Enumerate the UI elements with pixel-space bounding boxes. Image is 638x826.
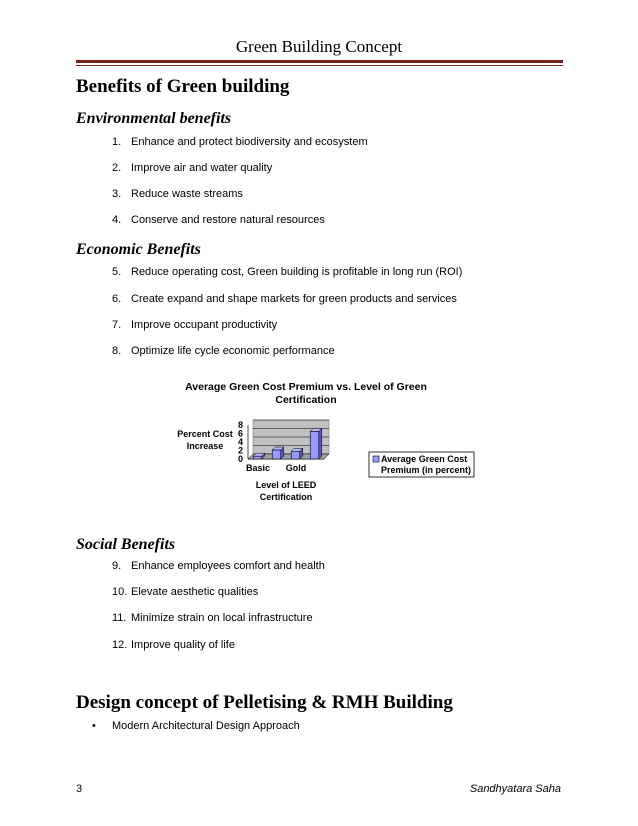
item-number: 12. xyxy=(112,639,128,651)
chart-title-line1: Average Green Cost Premium vs. Level of Green xyxy=(185,381,427,393)
list-item xyxy=(112,345,335,357)
legend-swatch xyxy=(373,456,379,462)
y-axis-label-line2: Increase xyxy=(186,441,224,451)
list-item xyxy=(112,639,235,651)
author-name: Sandhyatara Saha xyxy=(469,783,561,795)
list-item xyxy=(112,612,313,624)
header-rule-thin xyxy=(76,65,563,66)
y-tick-label: 0 xyxy=(237,454,243,464)
item-text: Minimize strain on local infrastructure xyxy=(131,612,313,624)
item-text: Elevate aesthetic qualities xyxy=(131,586,259,598)
item-text: Reduce operating cost, Green building is profitable in long run (ROI) xyxy=(131,266,463,278)
y-tick-label: 8 xyxy=(237,420,243,430)
bar-basic xyxy=(253,456,262,459)
bullet-text: Modern Architectural Design Approach xyxy=(112,720,300,732)
page-number: 3 xyxy=(76,783,83,795)
item-text: Enhance employees comfort and health xyxy=(131,560,325,572)
item-text: Conserve and restore natural resources xyxy=(131,214,325,226)
item-number: 11. xyxy=(112,612,127,624)
list-item xyxy=(112,188,243,200)
item-number: 5. xyxy=(112,266,122,278)
item-text: Enhance and protect biodiversity and ecosystem xyxy=(131,136,368,148)
item-number: 2. xyxy=(112,162,122,174)
x-tick-label: Basic xyxy=(245,463,271,473)
environmental-heading: Environmental benefits xyxy=(76,110,232,127)
list-item xyxy=(112,136,368,148)
list-item xyxy=(112,162,272,174)
x-tick-label: Gold xyxy=(285,463,307,473)
list-item xyxy=(112,214,325,226)
y-ticks xyxy=(238,420,243,464)
item-number: 9. xyxy=(112,560,122,572)
item-number: 6. xyxy=(112,293,122,305)
chart-legend xyxy=(369,452,474,477)
item-number: 4. xyxy=(112,214,122,226)
legend-label-line2: Premium (in percent) xyxy=(381,465,472,475)
y-tick-label: 4 xyxy=(237,437,243,447)
bar-gold xyxy=(291,451,300,459)
item-number: 8. xyxy=(112,345,122,357)
plot-area xyxy=(248,420,329,459)
y-axis-label-line1: Percent Cost xyxy=(177,429,233,439)
item-text: Create expand and shape markets for green products and services xyxy=(131,293,457,305)
item-number: 10. xyxy=(112,586,128,598)
header-title: Green Building Concept xyxy=(235,37,403,56)
bar-platinum xyxy=(310,431,319,459)
item-number: 1. xyxy=(112,136,122,148)
item-number: 3. xyxy=(112,188,122,200)
bar-side xyxy=(319,428,322,459)
bullet-dot: • xyxy=(92,720,96,732)
chart-title-line2: Certification xyxy=(275,394,337,406)
y-tick-label: 6 xyxy=(237,428,243,439)
bar-silver xyxy=(272,450,281,459)
item-text: Improve air and water quality xyxy=(131,162,273,174)
x-axis-label-line2: Certification xyxy=(259,492,313,502)
item-text: Reduce waste streams xyxy=(131,188,243,200)
header-rule-thick xyxy=(76,60,563,63)
item-text: Optimize life cycle economic performance xyxy=(131,345,335,357)
list-item xyxy=(112,319,277,331)
y-tick-label: 2 xyxy=(237,445,243,456)
list-item xyxy=(112,293,457,305)
x-axis-label-line1: Level of LEED xyxy=(255,480,317,490)
design-concept-heading: Design concept of Pelletising & RMH Building xyxy=(76,692,453,713)
green-cost-chart xyxy=(0,375,638,515)
item-text: Improve occupant productivity xyxy=(131,319,278,331)
benefits-heading: Benefits of Green building xyxy=(76,76,290,97)
list-item xyxy=(112,586,258,598)
item-number: 7. xyxy=(112,319,122,331)
social-heading: Social Benefits xyxy=(76,536,176,553)
bullet-item xyxy=(92,720,300,732)
economic-heading: Economic Benefits xyxy=(76,241,201,258)
legend-label-line1: Average Green Cost xyxy=(381,454,468,464)
list-item xyxy=(112,266,462,278)
item-text: Improve quality of life xyxy=(131,639,235,651)
list-item xyxy=(112,560,325,572)
